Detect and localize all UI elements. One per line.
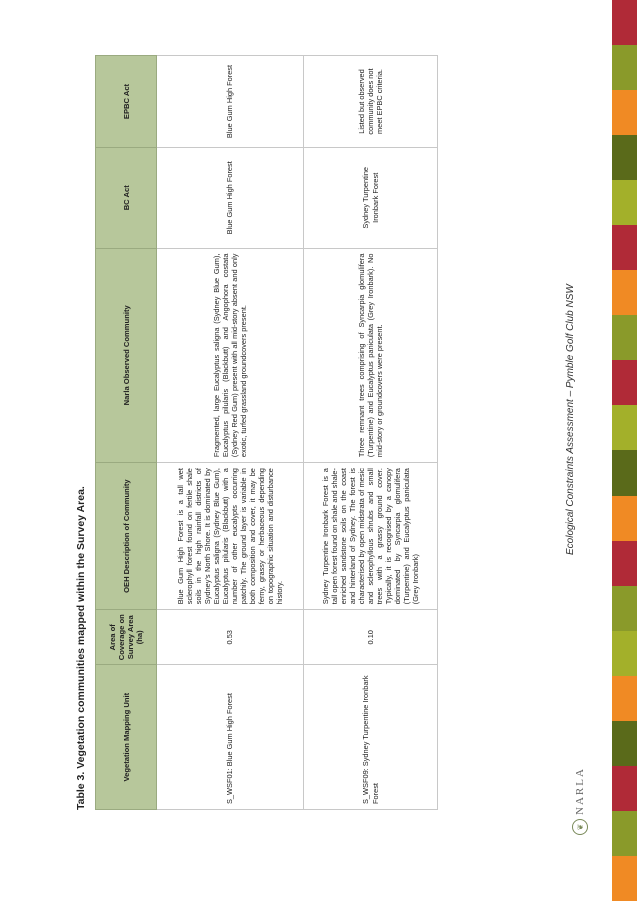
cell-oeh-description: Sydney Turpentine Ironbark Forest is a tall open forest found on shale and shale-enriched sandstone soils on the coast and hinterland of Sydney. The forest is characterised by open midstrata of mesic and sclerophyllous shrubs and small trees with a grassy ground cover. Typically, it is recognised by a canopy dominated by Syncarpia glomulifera (Turpentine) and Eucalyptus paniculata (Grey Ironbark) [304,463,438,610]
cell-epbc-act: Listed but observed community does not meet EPBC criteria. [304,56,438,148]
strip-segment [612,766,637,811]
strip-segment [612,45,637,90]
cell-bc-act: Blue Gum High Forest [157,148,304,249]
strip-segment [612,496,637,541]
strip-segment [612,315,637,360]
decorative-color-strip [612,0,637,901]
strip-segment [612,90,637,135]
strip-segment [612,225,637,270]
strip-segment [612,721,637,766]
header-epbc-act: EPBC Act [96,56,157,148]
strip-segment [612,270,637,315]
table-row [304,56,438,810]
strip-segment [612,450,637,495]
cell-unit: S_WSF09: Sydney Turpentine Ironbark Forest [304,665,438,810]
cell-epbc-act: Blue Gum High Forest [157,56,304,148]
strip-segment [612,180,637,225]
strip-segment [612,631,637,676]
header-bc-act: BC Act [96,148,157,249]
table-row [157,56,304,810]
leaf-icon: ❦ [572,819,588,835]
narla-logo [572,767,588,835]
strip-segment [612,360,637,405]
strip-segment [612,586,637,631]
header-vegetation-mapping-unit: Vegetation Mapping Unit [96,665,157,810]
cell-unit: S_WSF01: Blue Gum High Forest [157,665,304,810]
table-header-row [96,56,157,810]
table-title: Table 3. Vegetation communities mapped within the Survey Area. [75,486,87,810]
logo-text: NARLA [574,767,586,815]
strip-segment [612,811,637,856]
cell-narla-observed: Three remnant trees comprising of Syncarpia glomulifera (Turpentine) and Eucalyptus paniculata (Grey Ironbark). No mid-story or groundcovers were present. [304,248,438,463]
header-oeh-description: OEH Description of Community [96,463,157,610]
strip-segment [612,856,637,901]
strip-segment [612,676,637,721]
page-footer: Ecological Constraints Assessment – Pymble Golf Club NSW [565,284,576,555]
cell-area: 0.53 [157,610,304,665]
strip-segment [612,135,637,180]
cell-narla-observed: Fragmented, large Eucalyptus saligna (Sydney Blue Gum), Eucalyptus pilularis (Blackbutt) and Angophora costata (Sydney Red Gum) present with all mid-story absent and only exotic, turfed grassland groundcovers present. [157,248,304,463]
vegetation-table [95,55,438,810]
header-narla-observed: Narla Observed Community [96,248,157,463]
strip-segment [612,541,637,586]
cell-oeh-description: Blue Gum High Forest is a tall wet sclerophyll forest found on fertile shale soils in the high rainfall districts of Sydney's North Shore. It is dominated by Eucalyptus saligna (Sydney Blue Gum), Eucalyptus pilularis (Blackbutt) with a number of other eucalypts occurring patchily. The ground layer is variable in both composition and cover, it may be ferny, grassy or herbaceous depending on topographic situation and disturbance history. [157,463,304,610]
strip-segment [612,0,637,45]
header-area-coverage: Area of Coverage on Survey Area (ha) [96,610,157,665]
cell-area: 0.10 [304,610,438,665]
strip-segment [612,405,637,450]
cell-bc-act: Sydney Turpentine Ironbark Forest [304,148,438,249]
